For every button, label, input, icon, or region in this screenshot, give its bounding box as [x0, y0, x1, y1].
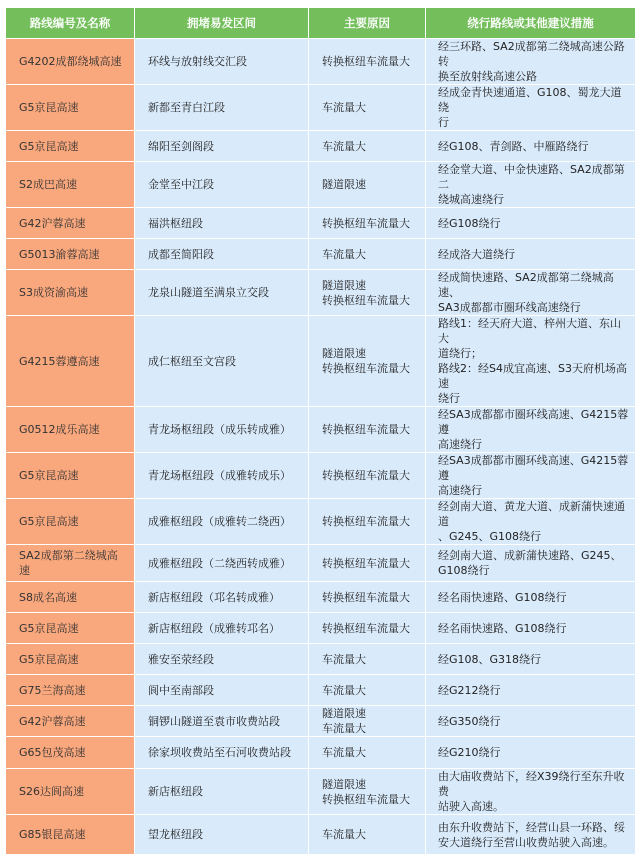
- cause-cell: [309, 737, 426, 769]
- table-header-row: [6, 8, 636, 39]
- section-cell: 新店枢纽段（成雅转邛名）: [135, 613, 309, 644]
- detour-cell: [426, 39, 636, 85]
- cause-line: 转换枢纽车流量大: [322, 556, 410, 570]
- cause-cell: [309, 270, 426, 316]
- cause-cell: [309, 582, 426, 613]
- route-name-cell: G4215蓉遵高速: [6, 316, 135, 407]
- cause-line: 车流量大: [322, 139, 366, 153]
- cause-line: 转换枢纽车流量大: [322, 216, 410, 230]
- cause-cell: [309, 499, 426, 545]
- cause-cell: [309, 769, 426, 815]
- detour-line: 由大庙收费站下，经X39绕行至东升收费: [438, 770, 625, 798]
- detour-line: 经名雨快速路、G108绕行: [438, 590, 567, 604]
- section-cell: 徐家坝收费站至石河收费站段: [135, 737, 309, 769]
- detour-line: 经剑南大道、黄龙大道、成新蒲快速通道: [438, 500, 625, 528]
- cause-line: 隧道限速: [322, 347, 366, 360]
- detour-line: 道绕行；: [438, 347, 482, 360]
- detour-line: 安大道绕行至营山收费站驶入高速。: [438, 835, 614, 849]
- detour-line: 经成金青快速通道、G108、蜀龙大道绕: [438, 86, 622, 114]
- table-body: [6, 39, 636, 855]
- detour-cell: [426, 316, 636, 407]
- detour-line: 经三环路、SA2成都第二绕城高速公路转: [438, 40, 625, 68]
- detour-line: 高速绕行: [438, 438, 482, 451]
- congestion-table: [5, 7, 636, 855]
- detour-cell: [426, 815, 636, 855]
- route-name-cell: S26达阆高速: [6, 769, 135, 815]
- detour-cell: [426, 162, 636, 208]
- cause-line: 转换枢纽车流量大: [322, 293, 410, 307]
- detour-cell: [426, 644, 636, 675]
- cause-line: 转换枢纽车流量大: [322, 423, 410, 436]
- section-cell: 望龙枢纽段: [135, 815, 309, 855]
- route-name-cell: G4202成都绕城高速: [6, 39, 135, 85]
- route-name-cell: S3成资渝高速: [6, 270, 135, 316]
- section-cell: 阆中至南部段: [135, 675, 309, 706]
- header-route: 路线编号及名称: [6, 8, 135, 39]
- table-row: [6, 706, 636, 737]
- detour-cell: [426, 706, 636, 737]
- detour-line: 由东升收费站下，经营山县一环路、绥: [438, 820, 625, 834]
- detour-cell: [426, 737, 636, 769]
- table-row: [6, 769, 636, 815]
- detour-line: 经G210绕行: [438, 746, 501, 759]
- detour-cell: [426, 270, 636, 316]
- detour-line: 换至放射线高速公路: [438, 70, 537, 83]
- route-name-cell: G75兰海高速: [6, 675, 135, 706]
- section-cell: 福洪枢纽段: [135, 208, 309, 239]
- detour-cell: [426, 769, 636, 815]
- congestion-table-container: [5, 7, 635, 849]
- table-row: [6, 582, 636, 613]
- cause-cell: [309, 453, 426, 499]
- cause-line: 隧道限速: [322, 178, 366, 191]
- detour-cell: [426, 453, 636, 499]
- cause-cell: [309, 208, 426, 239]
- section-cell: 青龙场枢纽段（成雅转成乐）: [135, 453, 309, 499]
- detour-line: 经名雨快速路、G108绕行: [438, 621, 567, 635]
- detour-cell: [426, 582, 636, 613]
- cause-line: 转换枢纽车流量大: [322, 55, 410, 68]
- cause-cell: [309, 675, 426, 706]
- cause-line: 转换枢纽车流量大: [322, 362, 410, 375]
- cause-line: 车流量大: [322, 247, 366, 261]
- detour-line: 经成简快速路、SA2成都第二绕城高速、: [438, 271, 614, 299]
- detour-line: 、G245、G108绕行: [438, 530, 542, 543]
- route-name-cell: S2成巴高速: [6, 162, 135, 208]
- cause-line: 车流量大: [322, 652, 366, 666]
- header-detour: 绕行路线或其他建议措施: [426, 8, 636, 39]
- cause-line: 转换枢纽车流量大: [322, 621, 410, 635]
- table-row: [6, 162, 636, 208]
- cause-cell: [309, 239, 426, 270]
- section-cell: 新都至青白江段: [135, 85, 309, 131]
- cause-line: 车流量大: [322, 746, 366, 759]
- cause-cell: [309, 706, 426, 737]
- cause-line: 转换枢纽车流量大: [322, 590, 410, 604]
- section-cell: 金堂至中江段: [135, 162, 309, 208]
- table-row: [6, 407, 636, 453]
- detour-line: SA3成都都市圈环线高速绕行: [438, 301, 581, 314]
- detour-cell: [426, 208, 636, 239]
- detour-line: 经G108、G318绕行: [438, 652, 542, 666]
- detour-line: 路线1：经天府大道、梓州大道、东山大: [438, 317, 621, 345]
- detour-line: 经G212绕行: [438, 683, 501, 697]
- route-name-cell: G5京昆高速: [6, 85, 135, 131]
- table-row: [6, 316, 636, 407]
- section-cell: 新店枢纽段（邛名转成雅）: [135, 582, 309, 613]
- detour-cell: [426, 675, 636, 706]
- detour-line: 经成洛大道绕行: [438, 247, 515, 261]
- cause-cell: [309, 815, 426, 855]
- cause-line: 车流量大: [322, 101, 366, 114]
- detour-line: 绕行: [438, 392, 460, 405]
- table-row: [6, 675, 636, 706]
- cause-cell: [309, 545, 426, 582]
- table-row: [6, 613, 636, 644]
- detour-line: 高速绕行: [438, 484, 482, 497]
- section-cell: 成雅枢纽段（二绕西转成雅）: [135, 545, 309, 582]
- table-row: [6, 815, 636, 855]
- table-row: [6, 239, 636, 270]
- section-cell: 铜锣山隧道至袁市收费站段: [135, 706, 309, 737]
- detour-line: 经G108、青剑路、中雁路绕行: [438, 139, 589, 153]
- cause-line: 转换枢纽车流量大: [322, 515, 410, 528]
- route-name-cell: G85银昆高速: [6, 815, 135, 855]
- detour-line: 经SA3成都都市圈环线高速、G4215蓉遵: [438, 408, 629, 436]
- detour-line: 站驶入高速。: [438, 800, 504, 813]
- section-cell: 新店枢纽段: [135, 769, 309, 815]
- cause-cell: [309, 162, 426, 208]
- detour-cell: [426, 545, 636, 582]
- route-name-cell: G5京昆高速: [6, 453, 135, 499]
- cause-line: 隧道限速: [322, 777, 366, 791]
- table-row: [6, 499, 636, 545]
- section-cell: 成雅枢纽段（成雅转二绕西）: [135, 499, 309, 545]
- table-row: [6, 131, 636, 162]
- cause-line: 车流量大: [322, 828, 366, 841]
- detour-line: 经剑南大道、成新蒲快速路、G245、: [438, 549, 622, 562]
- table-row: [6, 208, 636, 239]
- cause-cell: [309, 131, 426, 162]
- detour-line: 绕城高速绕行: [438, 193, 504, 206]
- detour-cell: [426, 613, 636, 644]
- section-cell: 成仁枢纽至文宫段: [135, 316, 309, 407]
- table-row: [6, 545, 636, 582]
- cause-line: 转换枢纽车流量大: [322, 469, 410, 482]
- cause-line: 车流量大: [322, 683, 366, 697]
- table-row: [6, 453, 636, 499]
- section-cell: 龙泉山隧道至满泉立交段: [135, 270, 309, 316]
- header-section: 拥堵易发区间: [135, 8, 309, 39]
- table-row: [6, 39, 636, 85]
- section-cell: 成都至简阳段: [135, 239, 309, 270]
- table-row: [6, 85, 636, 131]
- route-name-cell: G65包茂高速: [6, 737, 135, 769]
- detour-cell: [426, 407, 636, 453]
- header-cause: 主要原因: [309, 8, 426, 39]
- detour-line: 经G108绕行: [438, 216, 501, 230]
- detour-line: 经G350绕行: [438, 714, 501, 728]
- cause-cell: [309, 85, 426, 131]
- table-row: [6, 644, 636, 675]
- route-name-cell: G5京昆高速: [6, 613, 135, 644]
- route-name-cell: G5013渝蓉高速: [6, 239, 135, 270]
- detour-cell: [426, 85, 636, 131]
- detour-cell: [426, 499, 636, 545]
- cause-cell: [309, 316, 426, 407]
- detour-line: 行: [438, 116, 449, 129]
- route-name-cell: SA2成都第二绕城高速: [6, 545, 135, 582]
- detour-cell: [426, 239, 636, 270]
- cause-line: 隧道限速: [322, 707, 366, 720]
- cause-line: 隧道限速: [322, 278, 366, 292]
- cause-cell: [309, 644, 426, 675]
- route-name-cell: G42沪蓉高速: [6, 706, 135, 737]
- section-cell: 绵阳至剑阁段: [135, 131, 309, 162]
- route-name-cell: S8成名高速: [6, 582, 135, 613]
- cause-line: 车流量大: [322, 722, 366, 735]
- section-cell: 青龙场枢纽段（成乐转成雅）: [135, 407, 309, 453]
- detour-line: 经金堂大道、中金快速路、SA2成都第二: [438, 163, 625, 191]
- detour-line: 经SA3成都都市圈环线高速、G4215蓉遵: [438, 454, 629, 482]
- cause-cell: [309, 613, 426, 644]
- section-cell: 环线与放射线交汇段: [135, 39, 309, 85]
- route-name-cell: G5京昆高速: [6, 499, 135, 545]
- table-row: [6, 270, 636, 316]
- cause-line: 转换枢纽车流量大: [322, 792, 410, 806]
- route-name-cell: G5京昆高速: [6, 644, 135, 675]
- route-name-cell: G5京昆高速: [6, 131, 135, 162]
- detour-cell: [426, 131, 636, 162]
- detour-line: 路线2：经S4成宜高速、S3天府机场高速: [438, 362, 627, 390]
- cause-cell: [309, 39, 426, 85]
- section-cell: 雅安至荥经段: [135, 644, 309, 675]
- cause-cell: [309, 407, 426, 453]
- detour-line: G108绕行: [438, 564, 490, 577]
- table-row: [6, 737, 636, 769]
- route-name-cell: G0512成乐高速: [6, 407, 135, 453]
- route-name-cell: G42沪蓉高速: [6, 208, 135, 239]
